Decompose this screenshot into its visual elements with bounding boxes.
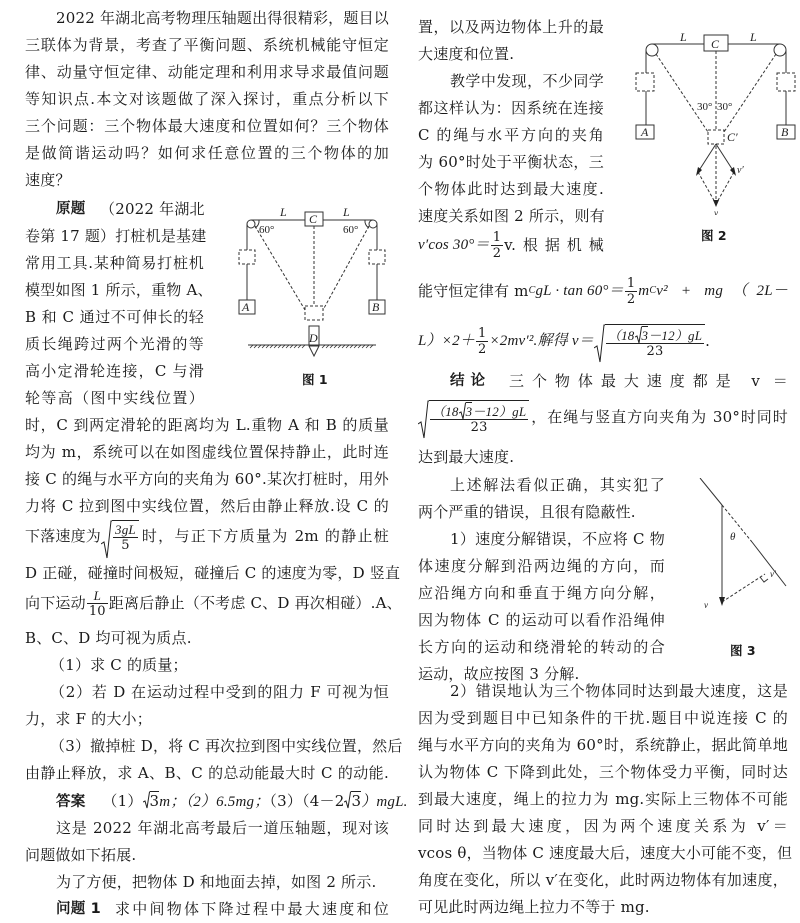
problem-line: 常用工具.某种简易打桩机 [25,254,204,272]
label-angle-left: 60° [259,224,275,236]
block-a-dashed [636,73,654,91]
label-a: A [641,125,649,139]
solution-formula [594,324,705,359]
distance-line-text: 向下运动 [25,594,86,612]
relation-text: v.根据机械 [504,236,604,254]
conclusion-heading: 结论 [450,373,491,389]
misconception-line: C 的绳与水平方向的夹角 [418,126,604,144]
dashed-right-diag [716,172,734,204]
label-v-prime: v′ [770,569,776,579]
energy-text: v² + mg（2L－ [656,283,788,299]
block-c-dashed [305,306,323,320]
conclusion-formula-line [418,394,788,440]
pile-tip [309,346,319,356]
intro-line: 2022 年湖北高考物理压轴题出得很精彩，题目以 [56,9,389,27]
label-l-right: L [343,205,350,219]
error-line: 长方向的运动和绕滑轮的转动的合 [418,638,665,656]
fraction-denominator: 2 [477,341,487,357]
error2-line: 同时达到最大速度，因为两个速度关系为 v′＝ [418,817,788,835]
problem-line: 均为 m，系统可以在如图虚线位置保持静止，此时连 [25,443,389,461]
error-line: 体速度分解到沿两边绳的方向，而 [418,557,665,575]
label-l-right: L [750,30,757,44]
error-line: 运动，故应按图 3 分解. [418,665,580,683]
speed-line-text: 时，与正下方质量为 2m 的静止桩 [141,527,389,545]
subscript: C [649,285,657,296]
rope-dashed-left [255,226,305,310]
misconception-line: 为 60°时处于平衡状态，三 [418,153,604,171]
relation-text: v′cos 30°＝ [418,237,490,253]
error2-line: 2）错误地认为三个物体同时达到最大速度，这是 [450,682,788,700]
error2-line: 角度在变化，所以 v′在变化，此时两边物体有加速度， [418,871,788,889]
q1-cont-line: 大速度和位置. [418,45,515,63]
arrowhead-v [719,597,725,606]
label-v-prime: v′ [737,165,744,176]
extension-line: 为了方便，把物体 D 和地面去掉，如图 2 所示. [56,873,377,891]
radical-sign [344,791,351,809]
rope-dashed-right [724,54,776,132]
label-c-prime: C′ [727,130,738,144]
problem-line: 力将 C 拉到图中实线位置，然后由静止释放.设 C 的 [25,497,389,515]
error-line: 因为物体 C 的运动可以看作沿绳伸 [418,611,665,629]
arrow-left [698,144,716,172]
conclusion-formula [418,400,529,435]
fraction-denominator: 23 [470,419,488,435]
figure-2-diagram [630,30,800,215]
answer-line [56,791,408,812]
fraction-denominator: 10 [88,603,106,619]
distance-line-text: 距离后静止（不考虑 C、D 再次相碰）.A、 [108,594,402,612]
radicand-part: （18 [607,327,635,343]
problem-line: 接 C 的绳与水平方向的夹角为 60°.某次打桩时，用外 [25,470,389,488]
question-3-cont: 由静止释放，求 A、B、C 的总动能最大时 C 的动能. [25,764,389,782]
problem-line: D 正碰，碰撞时间极短，碰撞后 C 的速度为零，D 竖直 [25,564,401,582]
intro-line: 等知识点.本文对该题做了深入探讨，重点分析以下 [25,90,389,108]
fraction-numerator: L [87,588,108,604]
arrow-right [716,144,734,172]
intro-line: 三联体为背景，考查了平衡问题、系统机械能守恒定 [25,36,389,54]
solve-text: L）×2＋ [418,333,475,349]
answer-text: （2）6.5mg； [185,794,270,810]
error2-line: vcos θ，当物体 C 速度最大后，速度大小可能不变，但 [418,844,793,862]
distance-line [25,584,402,622]
sqrt-3 [344,791,361,811]
conclusion-line: 达到最大速度. [418,448,515,466]
radicand: 3 [149,792,160,810]
radicand-part: （18 [432,403,459,419]
question-3: （3）撤掉桩 D，将 C 再次拉到图中实线位置，然后 [50,737,403,755]
figure-2-caption: 图 2 [701,228,727,243]
problem-line: B 和 C 通过不可伸长的轻 [25,308,204,326]
energy-line [418,272,788,310]
extension-line: 问题做如下拓展. [25,846,137,864]
solve-line [418,318,788,364]
rope-upper [700,478,722,505]
label-theta: θ [730,531,736,543]
fraction-numerator: 1 [626,275,636,291]
label-l-left: L [280,205,287,219]
misconception-line: 都这样认为：因系统在连接 [418,99,604,117]
problem-line: 模型如图 1 所示，重物 A、 [25,281,213,299]
speed-line-text: 下落速度为 [25,527,102,545]
figure-1-diagram [230,200,400,365]
answer-heading: 答案 [56,794,86,810]
problem-heading: 原题 [56,201,86,217]
radicand-part: －12）gL [472,403,527,419]
radical-sign [101,520,112,560]
error2-line: 可见此时两边绳上拉力不等于 mg. [418,898,650,916]
error-line: 应沿绳方向和垂直于绳方向分解， [418,584,665,602]
label-a: A [242,300,250,314]
radicand: 3 [351,792,362,810]
q1-cont-line: 置，以及两边物体上升的最 [418,18,604,36]
fraction-denominator: 2 [492,245,502,261]
label-l-left: L [680,30,687,44]
solve-text: . [705,332,711,350]
problem-line: B、C、D 均可视为质点. [25,629,192,647]
energy-text: m [638,283,650,299]
misconception-line: 个物体此时达到最大速度. [418,180,604,198]
pulley-left [247,220,255,228]
error2-line: 认为物体 C 下降到此处，三个物体受力平衡，同时达 [418,763,788,781]
conclusion-text: 三个物体最大速度都是 v ＝ [509,372,788,390]
misconception-line: 速度关系如图 2 所示，则有 [418,207,605,225]
question-1-heading: 问题 1 [56,901,101,917]
pulley-right [369,220,377,228]
right-angle-mark [760,577,768,582]
error-line: 1）速度分解错误，不应将 C 物 [450,530,665,548]
perpendicular-dashed [722,574,765,602]
error2-line: 绳与水平方向的夹角为 60°时，系统静止，据此简单地 [418,736,788,754]
label-c: C [309,212,318,226]
radical-sign [143,791,150,809]
label-c: C [711,37,720,51]
block-b-dashed [777,73,795,91]
radical-sign [594,324,605,364]
question-1-text: 求中间物体下降过程中最大速度和位 [114,900,389,918]
velocity-relation-line [418,226,604,264]
rope-dashed-left [656,54,708,132]
solve-text: ×2mv′².解得 v＝ [489,333,594,349]
label-v: v [704,600,708,610]
conclusion-text: ，在绳与竖直方向夹角为 30°时同时 [531,408,788,426]
problem-line: 时，C 到两定滑轮的距离均为 L.重物 A 和 B 的质量 [25,416,389,434]
problem-line: 高小定滑轮连接，C 与滑 [25,362,204,380]
arrowhead-down [713,200,719,207]
dashed-left-diag [698,172,716,204]
speed-line [25,516,389,556]
rope-dashed-right [323,226,369,310]
question-1: （1）求 C 的质量； [50,656,188,674]
intro-line: 速度？ [25,171,71,189]
radicand-part: －12）gL [648,327,703,343]
problem-line: 卷第 17 题）打桩机是基建 [25,227,207,245]
conclusion-line [450,371,788,391]
answer-text: ）mgL. [361,794,408,810]
fraction-numerator: 3gL [115,521,136,537]
error-line: 两个严重的错误，且很有隐蔽性. [418,503,636,521]
problem-line: 轮等高（图中实线位置） [25,389,204,407]
question-2: （2）若 D 在运动过程中受到的阻力 F 可视为恒 [50,683,389,701]
radicand: 3 [641,327,649,343]
label-angle-right: 30° [717,101,733,113]
problem-line: 质长绳跨过两个光滑的等 [25,335,204,353]
extension-line: 这是 2022 年湖北高考最后一道压轴题，现对该 [56,819,389,837]
fraction-denominator: 2 [626,291,636,307]
intro-line: 三个问题：三个物体最大速度和位置如何？三个物体 [25,117,389,135]
figure-3-diagram [690,478,790,628]
intro-line: 是做简谐运动吗？如何求任意位置的三个物体的加 [25,144,389,162]
energy-text: gL · tan 60°＝ [535,283,624,299]
label-v: v [714,208,718,215]
energy-text: 能守恒定律有 m [418,282,529,300]
answer-text: m； [159,794,186,810]
label-b: B [372,300,380,314]
fraction-numerator: 1 [492,229,502,245]
sqrt-3 [143,791,160,811]
error-line: 上述解法看似正确，其实犯了 [450,476,665,494]
misconception-line: 教学中发现，不少同学 [450,72,604,90]
answer-text: （1） [102,792,143,810]
radical-sign [418,400,429,440]
error2-line: 到最大速度，绳上的拉力为 mg.实际上三物体不可能 [418,790,788,808]
radical-sign [635,326,642,344]
intro-line: 律、动量守恒定律、动能定理和利用求导求最值问题 [25,63,389,81]
figure-1-caption: 图 1 [302,372,328,387]
question-2-cont: 力，求 F 的大小； [25,710,152,728]
fraction-denominator: 5 [121,537,130,553]
label-b: B [781,125,789,139]
figure-3-caption: 图 3 [730,643,756,658]
subscript: C [528,285,536,296]
fraction-denominator: 23 [646,343,664,359]
problem-line: （2022 年湖北 [100,200,205,218]
label-angle-right: 60° [343,224,359,236]
block-a-dashed [239,250,255,264]
radical-sign [459,402,466,420]
question-1-line [56,899,389,919]
error2-line: 因为受到题目中已知条件的干扰.题目中说连接 C 的 [418,709,788,727]
fraction-numerator: 1 [477,325,487,341]
label-d: D [309,331,318,345]
radicand: 3 [465,403,473,419]
rope-dashed [722,505,752,542]
label-angle-left: 30° [697,101,713,113]
answer-text: （3）（4－2 [269,792,345,810]
block-c-prime-dashed [708,130,724,144]
block-b-dashed [369,250,385,264]
speed-formula [101,520,139,553]
